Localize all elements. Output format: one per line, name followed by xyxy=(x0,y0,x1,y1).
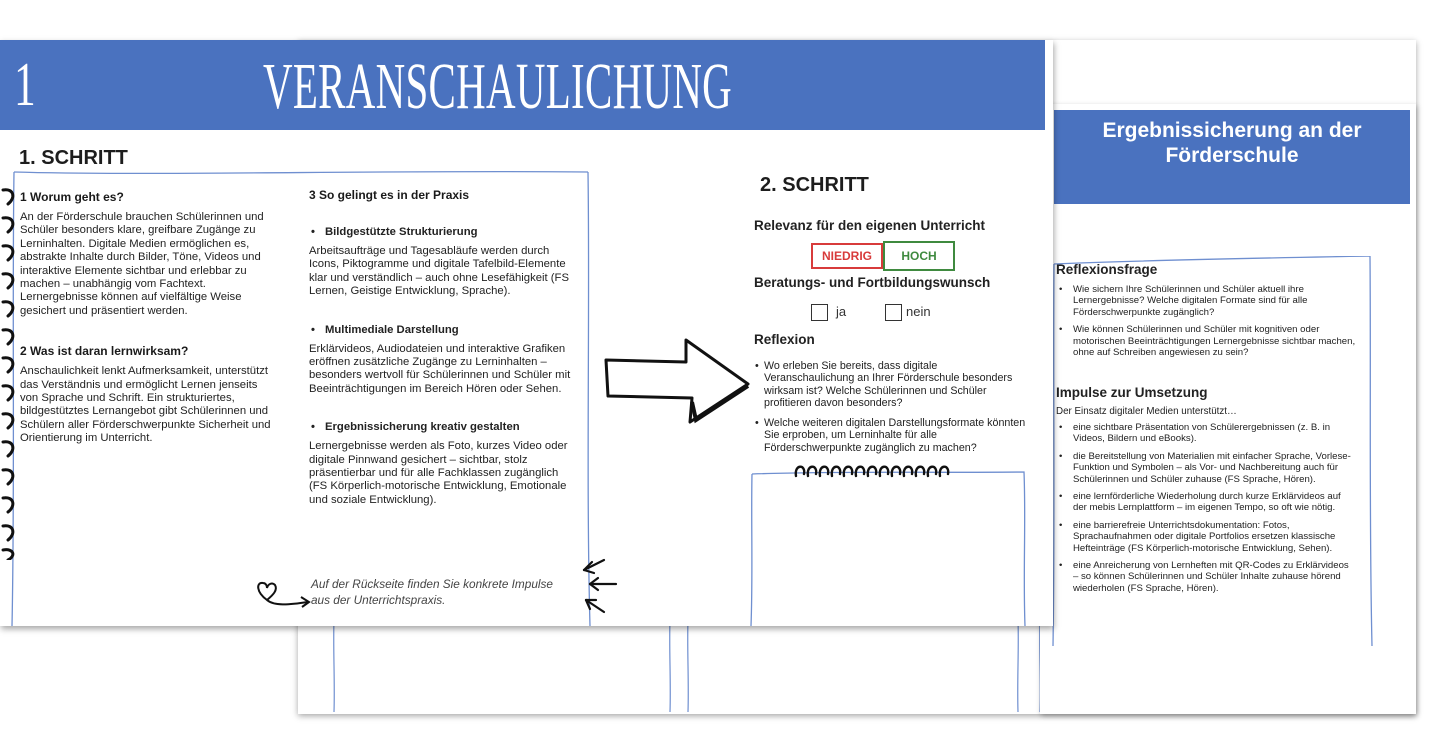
section-title: 1 Worum geht es? xyxy=(20,190,124,204)
spiral-binding-icon xyxy=(0,180,20,560)
right-impulse-item: • eine lernförderliche Wiederholung durch kurze Erklärvideos auf der mebis Lernplattform – im eigenen Tempo, so oft wie nötig. xyxy=(1056,491,1356,514)
step1-column-left xyxy=(20,190,278,446)
right-impulse-section xyxy=(1056,385,1356,600)
heart-arrow-icon xyxy=(254,578,314,612)
right-impulse-heading: Impulse zur Umsetzung xyxy=(1056,385,1208,400)
right-impulse-item: • eine sichtbare Präsentation von Schülerergebnissen (z. B. in Videos, Bildern und eBooks). xyxy=(1056,422,1356,445)
reflection-title: Reflexion xyxy=(754,332,815,347)
relevance-label: Relevanz für den eigenen Unterricht xyxy=(754,218,986,233)
right-reflection-heading: Reflexionsfrage xyxy=(1056,262,1158,277)
pointing-arrows-icon xyxy=(576,556,626,616)
reflection-item: • Welche weiteren digitalen Darstellungsformate könnten Sie erproben, um Lerninhalte für alle Förderschwerpunkte zugänglich zu machen? xyxy=(754,417,1026,454)
big-right-arrow-icon xyxy=(602,334,752,426)
practice-item-text: Arbeitsaufträge und Tagesabläufe werden durch Icons, Piktogramme und digitale Tafelbild-Elemente klar und verständlich – auch ohne Lesefähigkeit (FS Lernen, Geistige Entwicklung, Sprache). xyxy=(309,245,569,298)
right-reflection-item: • Wie können Schülerinnen und Schüler mit kognitiven oder motorischen Beeinträchtigungen Lernergebnisse sichtbar machen, ohne auf Schreiben angewiesen zu sein? xyxy=(1056,324,1356,358)
right-impulse-item: • eine barrierefreie Unterrichtsdokumentation: Fotos, Sprachaufnahmen oder digitale Portfolios ersetzen klassische Hefteinträge (FS Körperlich-motorische Entwicklung, Sehen). xyxy=(1056,520,1356,554)
reflection-item: • Wo erleben Sie bereits, dass digitale Veranschaulichung an Ihrer Förderschule besonders wirksam ist? Welche Schülerinnen und Schüler profitieren davon besonders? xyxy=(754,360,1026,409)
practice-item-title: • Ergebnissicherung kreativ gestalten xyxy=(309,420,571,434)
notepad-box xyxy=(748,462,1028,626)
right-title-line2: Förderschule xyxy=(1165,144,1299,167)
relevance-high-button[interactable]: HOCH xyxy=(883,241,955,271)
practice-title: 3 So gelingt es in der Praxis xyxy=(309,188,470,202)
section-title: 2 Was ist daran lernwirksam? xyxy=(20,344,189,359)
section-text: Anschaulichkeit lenkt Aufmerksamkeit, unterstützt das Verständnis und ermöglicht Lernen jenseits von Sprache und Schrift. Ein strukturiertes, bildgestütztes Lernangebot gibt Schülerinnen und Schülern aller Förderschwerpunkte Sicherheit und Orientierung im Unterricht. xyxy=(20,365,271,445)
right-page-title xyxy=(1054,118,1410,168)
step1-heading: 1. SCHRITT xyxy=(19,147,128,169)
reverse-side-note: Auf der Rückseite finden Sie konkrete Impulse aus der Unterrichtspraxis. xyxy=(311,577,553,607)
right-impulse-intro: Der Einsatz digitaler Medien unterstützt… xyxy=(1056,406,1237,417)
practice-item-title: • Multimediale Darstellung xyxy=(309,323,571,337)
yes-label: ja xyxy=(836,304,847,319)
right-impulse-item: • eine Anreicherung von Lernheften mit QR-Codes zu Erklärvideos – so können Schülerinnen und Schüler Inhalte zuhause hörend wiederholen (FS Sprache, Hören). xyxy=(1056,560,1356,594)
banner-number: 1 xyxy=(14,51,36,119)
no-label: nein xyxy=(906,304,931,319)
practice-item-title: • Bildgestützte Strukturierung xyxy=(309,225,571,239)
relevance-low-button[interactable]: NIEDRIG xyxy=(811,243,883,269)
right-reflection-item: • Wie sichern Ihre Schülerinnen und Schüler aktuell ihre Lernergebnisse? Welche digitalen Formate sind für alle Förderschwerpunkte zugänglich? xyxy=(1056,284,1356,318)
section-text: An der Förderschule brauchen Schülerinnen und Schüler besonders klare, greifbare Zugänge zu Lerninhalten. Digitale Medien ermöglichen es, abstrakte Inhalte durch Bilder, Töne, Videos und interaktive Elemente sichtbar und erlebbar zu machen – unabhängig vom Fachtext. Lernergebnisse können auf vielfältige Weise gesichert und präsentiert werden. xyxy=(20,211,264,317)
banner-title: VERANSCHAULICHUNG xyxy=(263,50,733,123)
advice-label: Beratungs- und Fortbildungswunsch xyxy=(754,275,991,290)
step1-column-right xyxy=(309,188,571,507)
yes-checkbox[interactable] xyxy=(811,304,828,321)
no-checkbox[interactable] xyxy=(885,304,902,321)
right-title-line1: Ergebnissicherung an der xyxy=(1102,119,1362,142)
right-reflection-section xyxy=(1056,262,1356,364)
practice-item-text: Erklärvideos, Audiodateien und interaktive Grafiken eröffnen zusätzliche Zugänge zu Lerninhalten – besonders wertvoll für Schülerinnen und Schüler mit Beeinträchtigungen im Bereich Hören oder Sehen. xyxy=(309,342,571,395)
step2-heading: 2. SCHRITT xyxy=(760,174,869,196)
practice-item-text: Lernergebnisse werden als Foto, kurzes Video oder digitale Pinnwand gesichert – sichtbar, stolz präsentierbar und für alle Fachklassen zugänglich (FS Körperlich-motorische Entwicklung, Emotionale und soziale Entwicklung). xyxy=(309,440,568,506)
right-impulse-item: • die Bereitstellung von Materialien mit einfacher Sprache, Vorlese-Funktion und Symbolen – als Vor- und Nachbereitung auch für Schülerinnen und Schüler zuhause (FS Sprache, Hören). xyxy=(1056,451,1356,485)
reflection-list xyxy=(754,360,1026,462)
